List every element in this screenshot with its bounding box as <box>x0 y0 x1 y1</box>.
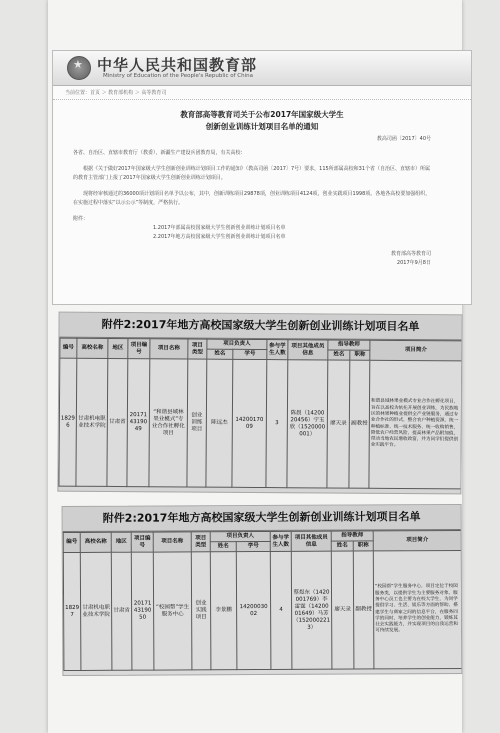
cell-no: 18296 <box>59 358 77 486</box>
cell-school: 甘肃机电职业技术学院 <box>76 358 108 486</box>
banner-subtitle: Ministry of Education of the People's Republic of China <box>103 73 253 79</box>
cell-participants: 3 <box>266 360 288 488</box>
header-region: 地区 <box>108 338 128 358</box>
table-2-title: 附件2:2017年地方高校国家级大学生创新创业训练计划项目名单 <box>63 505 461 532</box>
header-leader: 项目负责人 <box>207 339 267 349</box>
addressee: 各省、自治区、直辖市教育厅（教委），新疆生产建设兵团教育局，有关高校： <box>73 150 246 156</box>
cell-student-id: 1420003002 <box>236 551 271 669</box>
header-project-no: 项目编号 <box>128 339 150 359</box>
header-advisor: 指导教师 <box>328 340 370 350</box>
attachment-link-1[interactable]: 1.2017年部属高校国家级大学生创新创业训练计划项目名单 <box>153 225 286 231</box>
cell-intro: “校园帮”学生服务中心，项目定位于校园服务类，以提供学生为主要服务对象，服务中心员工也主要为在校大学生，为同学提供学习、生活、娱乐等方面的帮助，搭建学生与商家之间的信息平台，在服务同学的同时，培养学生的创业能力，锻炼其社会实践能力，并实现项目的自我运营和可持续发展。 <box>373 550 462 668</box>
header-advisor-name: 姓名 <box>331 541 353 551</box>
cell-no: 18297 <box>63 552 81 670</box>
header-leader-name: 姓名 <box>207 349 233 359</box>
header-participants: 参与学生人数 <box>270 531 291 551</box>
signature-date: 2017年9月8日 <box>396 260 431 266</box>
cell-project-type: 创业训练项目 <box>187 359 207 487</box>
header-intro: 项目简介 <box>370 340 462 361</box>
header-leader-name: 姓名 <box>210 542 236 552</box>
cell-project-no: 201714319050 <box>131 552 154 670</box>
project-table-2 <box>62 504 463 676</box>
header-participants: 参与学生人数 <box>267 340 288 360</box>
cell-members: 蔡煜东（1420001769）李雷霆（1420001649）马芳（1520002213） <box>291 551 332 669</box>
table-2 <box>63 530 463 671</box>
header-members: 项目其他成员信息 <box>291 531 331 551</box>
header-advisor: 指导教师 <box>331 531 373 541</box>
cell-intro: 和谐县域林果业模式专业合作社孵化项目，旨在以高校为依托开展创业训练，为民族地区的林果种植业提供全产业链服务，通过专业合作社的形式，整合农户种植资源，统一种植标准、统一技术服务、统一收购销售，降低农户经营风险，提高林果产品附加值，带动当地农民增收致富，并为同学们提供创业实践平台。 <box>369 360 462 489</box>
cell-leader-name: 李景鹏 <box>210 552 237 670</box>
notice-screenshot <box>52 50 472 305</box>
cell-project-no: 201714319049 <box>127 359 150 487</box>
header-no: 编号 <box>60 338 77 358</box>
header-title: 职称 <box>353 541 373 551</box>
table-1-title: 附件2:2017年地方高校国家级大学生创新创业训练计划项目名单 <box>59 313 461 341</box>
cell-project-name: “和谐县域林果业模式”专业合作社孵化项目 <box>149 359 188 487</box>
header-project-type: 项目类型 <box>191 532 210 552</box>
cell-region: 甘肃省 <box>111 552 132 670</box>
cell-region: 甘肃省 <box>107 358 128 486</box>
document-number: 教高司函〔2017〕40号 <box>376 136 431 142</box>
header-members: 项目其他成员信息 <box>288 340 328 360</box>
cell-school: 甘肃机电职业技术学院 <box>80 552 112 670</box>
header-school: 高校名称 <box>77 338 108 358</box>
body-paragraph-2: 现将经审核通过的36000项计划项目名单予以公布，其中，创新训练项目29878项，创业训练项目4124项，创业实践项目1998项。各地各高校要加强组织，在实施过程中落实“以示公示”等制度，严格执行。 <box>73 191 431 206</box>
header-student-id: 学号 <box>236 541 270 551</box>
signature-org: 教育部高等教育司 <box>390 251 431 257</box>
cell-project-type: 创业实践项目 <box>191 552 211 670</box>
header-region: 地区 <box>111 532 131 552</box>
cell-student-id: 1420017009 <box>232 359 267 487</box>
header-project-type: 项目类型 <box>188 339 207 359</box>
attachments-label: 附件： <box>73 216 89 222</box>
header-student-id: 学号 <box>233 349 267 359</box>
project-table-1 <box>57 312 462 495</box>
cell-project-name: “校园帮”学生服务中心 <box>153 552 192 670</box>
notice-title <box>53 109 471 133</box>
ministry-banner <box>53 51 471 86</box>
cell-participants: 4 <box>270 551 292 669</box>
breadcrumb: 当前位置：首页 ＞ 教育部机构 ＞ 高等教育司 <box>53 86 471 100</box>
table-1 <box>58 338 462 490</box>
cell-advisor-name: 廖天录 <box>331 551 354 669</box>
header-project-name: 项目名称 <box>153 532 191 552</box>
header-leader: 项目负责人 <box>210 531 270 541</box>
table-row <box>59 358 462 489</box>
header-title: 职称 <box>350 350 370 360</box>
attachment-link-2[interactable]: 2.2017年地方高校国家级大学生创新创业训练计划项目名单 <box>153 234 286 240</box>
header-intro: 项目简介 <box>373 530 461 550</box>
signature <box>53 250 471 268</box>
cell-leader-name: 陈远杰 <box>206 359 233 487</box>
notice-title-line1: 教育部高等教育司关于公布2017年国家级大学生 <box>180 110 344 119</box>
header-project-no: 项目编号 <box>131 532 153 552</box>
header-advisor-name: 姓名 <box>328 350 350 360</box>
national-emblem-icon <box>67 56 91 80</box>
notice-title-line2: 创新创业训练计划项目名单的通知 <box>205 122 319 131</box>
banner-title: 中华人民共和国教育部 <box>97 56 258 74</box>
cell-members: 陈晨（1420020456）宁玉欣（1520000001） <box>287 360 328 488</box>
cell-title: 副教授 <box>353 551 374 669</box>
cell-title: 副教授 <box>349 360 370 488</box>
table-row <box>63 550 462 670</box>
body-paragraph-1: 根据《关于做好2017年国家级大学生创新创业训练计划项目工作的通知》（教高司函〔2017〕7号）要求，115所部属高校和31个省（自治区、直辖市）所属的教育主管部门上报了2017年国家级大学生创新创业训练计划项目。 <box>73 166 431 181</box>
header-no: 编号 <box>63 532 80 552</box>
header-school: 高校名称 <box>80 532 111 552</box>
header-project-name: 项目名称 <box>150 339 188 359</box>
cell-advisor-name: 廖天录 <box>327 360 350 488</box>
